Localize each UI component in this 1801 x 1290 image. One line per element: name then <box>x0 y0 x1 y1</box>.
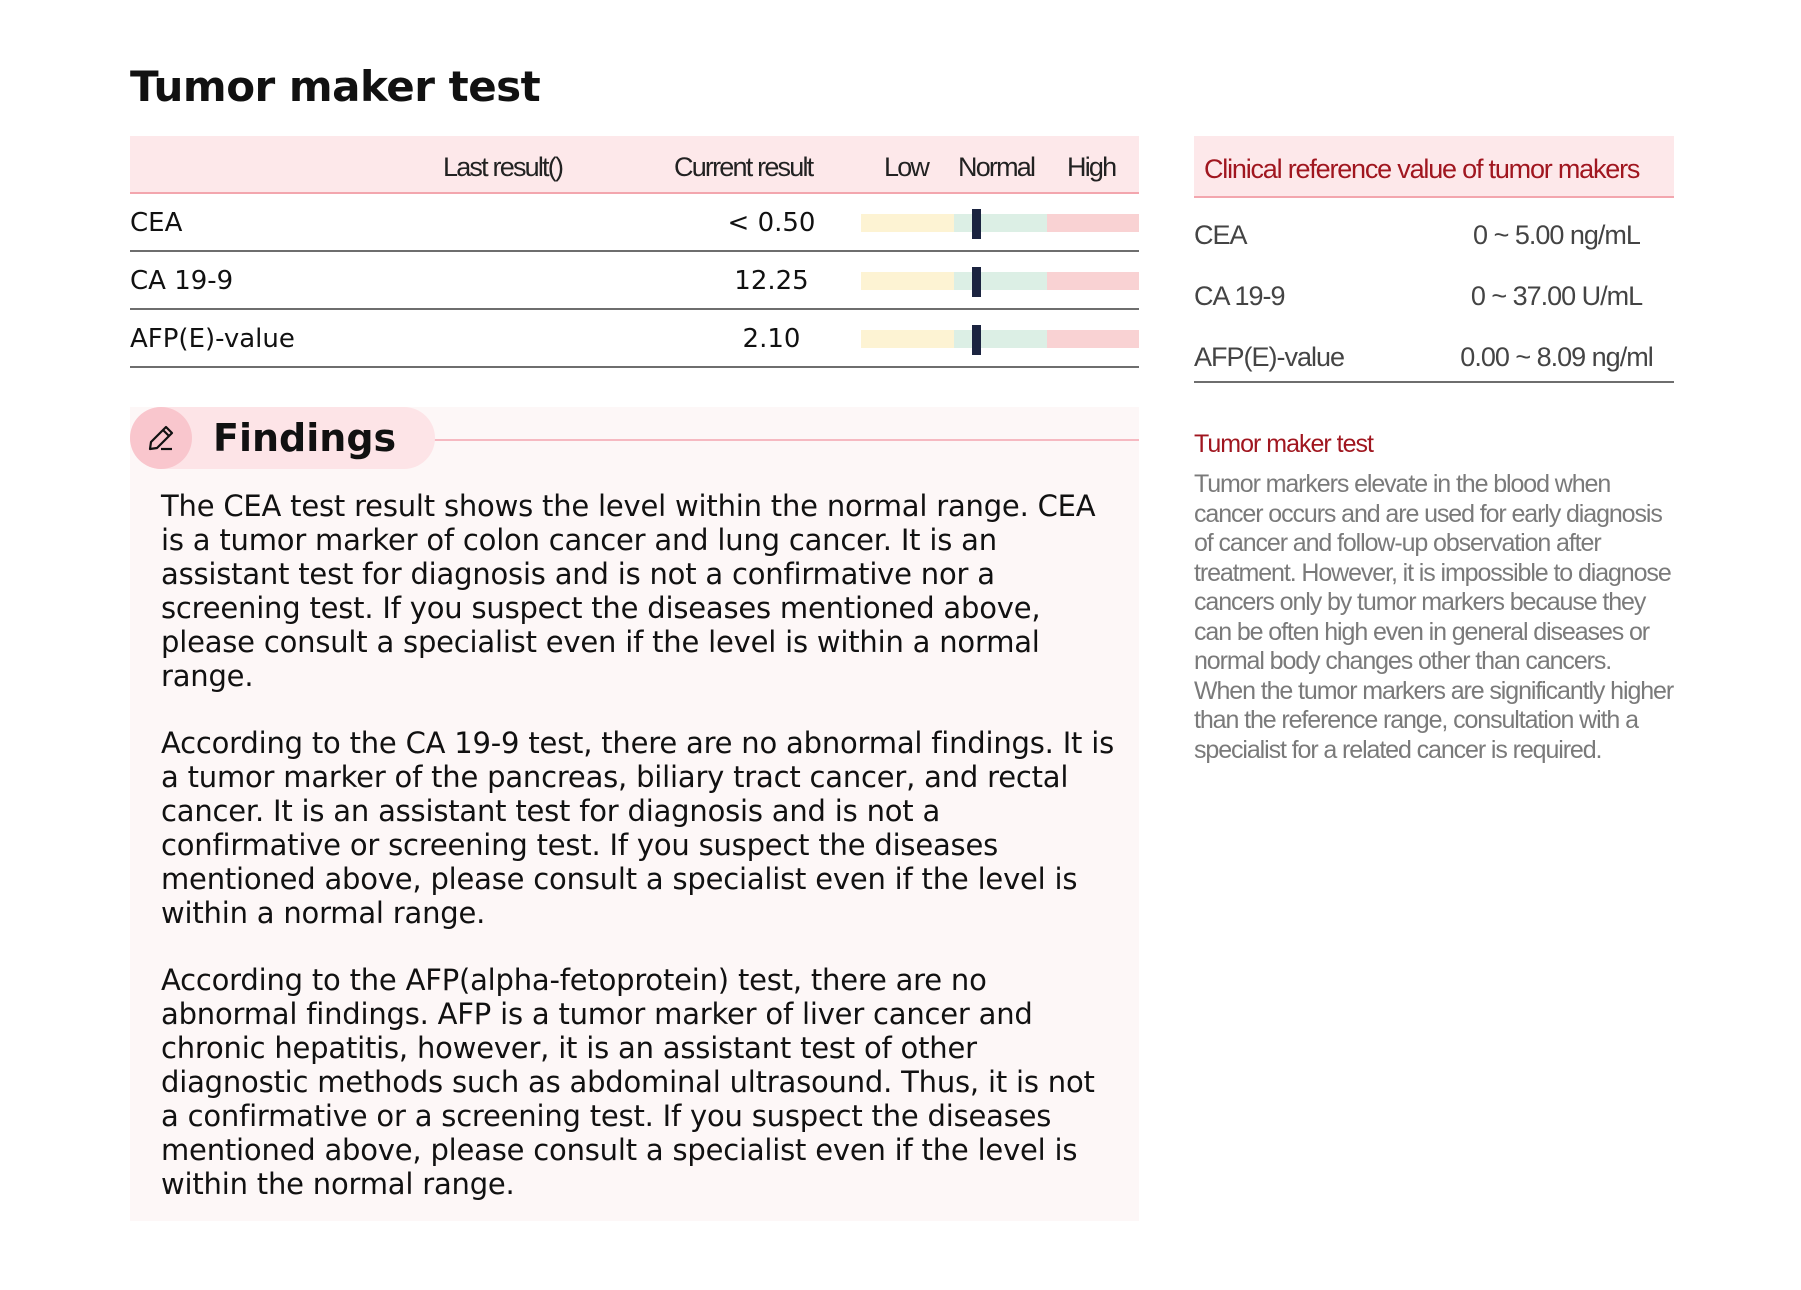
gauge-low-segment <box>861 214 954 232</box>
gauge-normal-segment <box>954 330 1047 348</box>
gauge-high-segment <box>1047 272 1139 290</box>
finding-paragraph: According to the CA 19-9 test, there are no abnormal findings. It is a tumor marker of the pancreas, biliary tract cancer, and rectal cancer. It is an assistant test for diagnosis and is not a confirmative or screening test. If you suspect the diseases mentioned above, please consult a specialist even if the level is within a normal range. <box>161 726 1115 930</box>
reference-name: CEA <box>1194 220 1247 250</box>
gauge-marker <box>972 209 981 239</box>
test-name: CA 19-9 <box>130 266 234 296</box>
gauge-normal-segment <box>954 214 1047 232</box>
result-row-ca19-9 <box>130 252 1139 310</box>
findings-text <box>161 489 1121 1234</box>
normal-header: Normal <box>958 152 1035 182</box>
gauge-high-segment <box>1047 330 1139 348</box>
note-body: Tumor markers elevate in the blood when cancer occurs and are used for early diagnosis of cancer and follow-up observation after treatment. However, it is impossible to diagnose cancers only by tumor markers because they can be often high even in general diseases or normal body changes other than cancers. When the tumor markers are significantly higher than the reference range, consultation with a specialist for a related cancer is required. <box>1194 470 1674 764</box>
current-result-value: 2.10 <box>742 324 801 354</box>
findings-title: Findings <box>213 416 397 460</box>
note-title: Tumor maker test <box>1194 430 1373 458</box>
findings-header <box>130 407 435 469</box>
reference-row <box>1194 320 1674 383</box>
test-name: CEA <box>130 208 183 238</box>
reference-name: CA 19-9 <box>1194 281 1285 311</box>
gauge-low-segment <box>861 330 954 348</box>
finding-paragraph: The CEA test result shows the level within the normal range. CEA is a tumor marker of colon cancer and lung cancer. It is an assistant test for diagnosis and is not a confirmative nor a screening test. If you suspect the diseases mentioned above, please consult a specialist even if the level is within a normal range. <box>161 489 1096 693</box>
reference-title: Clinical reference value of tumor makers <box>1204 154 1640 184</box>
current-result-value: 12.25 <box>734 266 809 296</box>
finding-paragraph: According to the AFP(alpha-fetoprotein) test, there are no abnormal findings. AFP is a tumor marker of liver cancer and chronic hepatitis, however, it is an assistant test of other diagnostic methods such as abdominal ultrasound. Thus, it is not a confirmative or a screening test. If you suspect the diseases mentioned above, please consult a specialist even if the level is within the normal range. <box>161 963 1095 1201</box>
reference-panel <box>1194 136 1674 383</box>
last-result-header: Last result() <box>443 152 563 182</box>
reference-range: 0.00 ~ 8.09 ng/ml <box>1460 342 1653 372</box>
findings-panel <box>130 407 1139 1221</box>
reference-name: AFP(E)-value <box>1194 342 1345 372</box>
gauge-normal-segment <box>954 272 1047 290</box>
findings-divider <box>430 439 1139 441</box>
low-header: Low <box>884 152 929 182</box>
level-gauge <box>861 272 1139 290</box>
gauge-marker <box>972 267 981 297</box>
result-row-afp <box>130 310 1139 368</box>
gauge-high-segment <box>1047 214 1139 232</box>
result-row-cea <box>130 194 1139 252</box>
level-gauge <box>861 214 1139 232</box>
results-table <box>130 136 1139 368</box>
gauge-marker <box>972 325 981 355</box>
gauge-low-segment <box>861 272 954 290</box>
high-header: High <box>1067 152 1116 182</box>
current-result-header: Current result <box>674 152 813 182</box>
test-name: AFP(E)-value <box>130 324 295 354</box>
reference-range: 0 ~ 37.00 U/mL <box>1470 281 1643 311</box>
reference-row <box>1194 259 1674 320</box>
pencil-icon <box>130 407 192 469</box>
page-title: Tumor maker test <box>130 62 541 111</box>
reference-row <box>1194 198 1674 259</box>
reference-range: 0 ~ 5.00 ng/mL <box>1473 220 1640 250</box>
reference-header <box>1194 136 1674 198</box>
level-gauge <box>861 330 1139 348</box>
results-table-header <box>130 136 1139 194</box>
current-result-value: < 0.50 <box>727 208 816 238</box>
